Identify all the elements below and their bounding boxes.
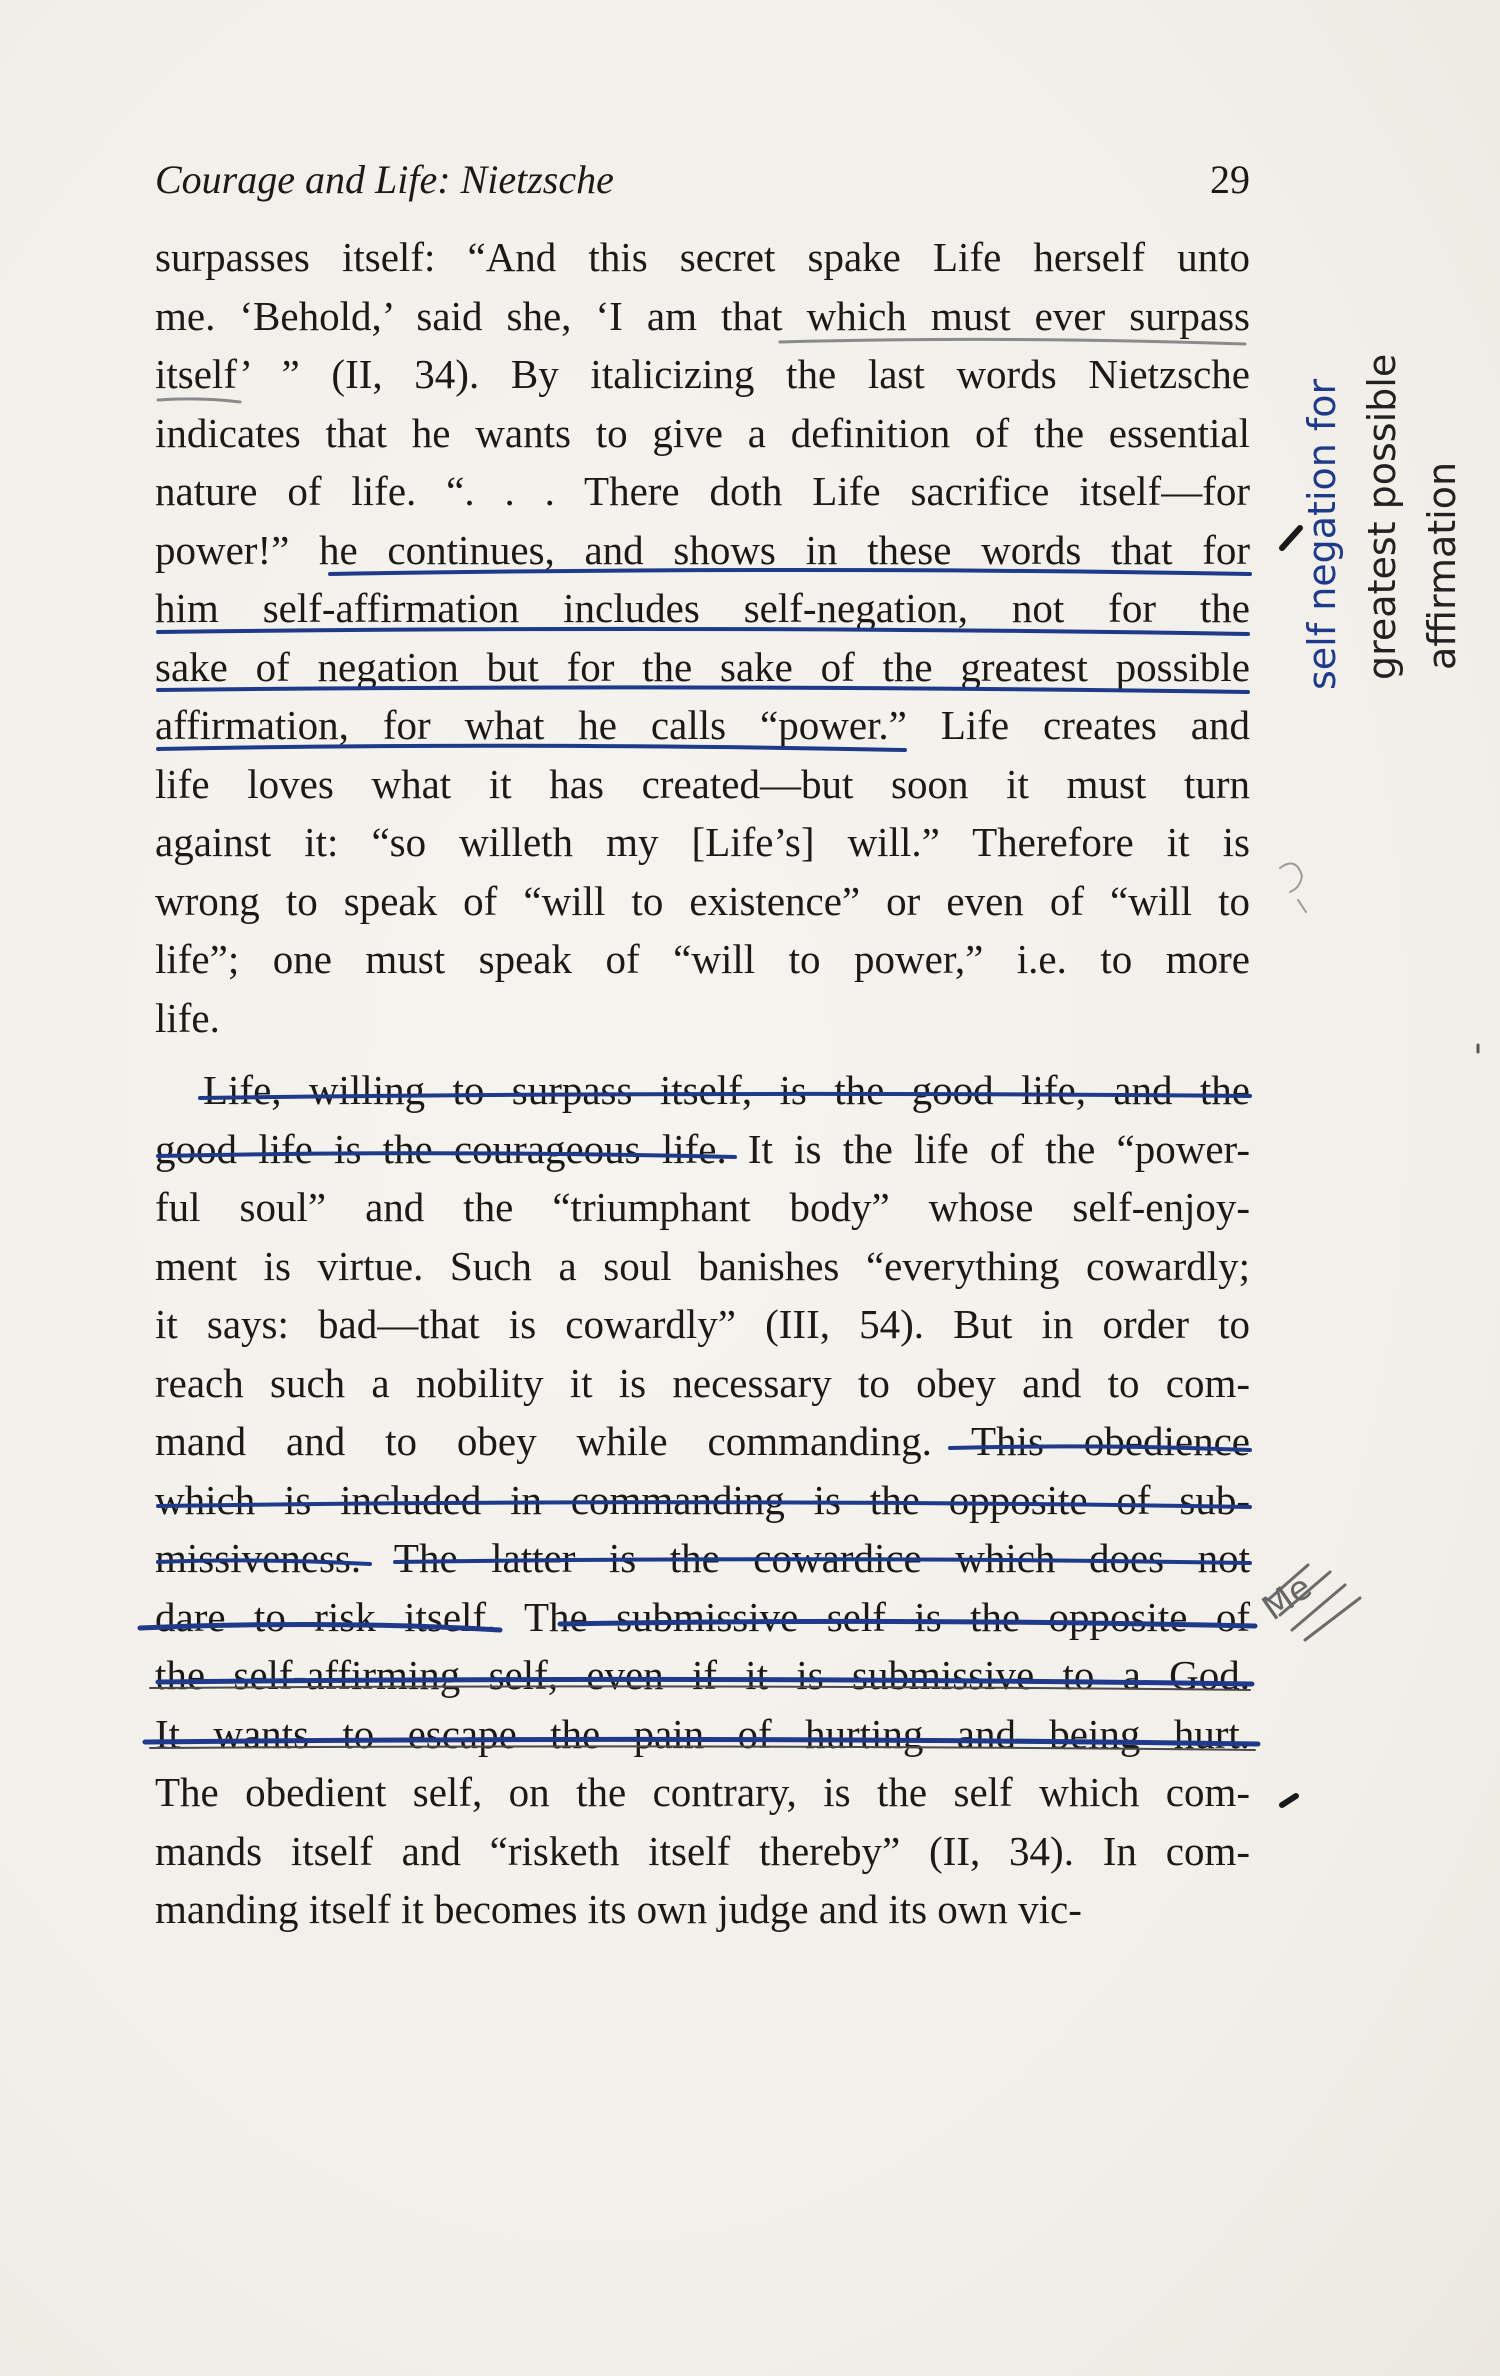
text-line: itself’ ” (II, 34). By italicizing the last words Nietzsche	[155, 351, 1250, 397]
text-line: It wants to escape the pain of hurting and being hurt.	[155, 1710, 1250, 1757]
handwritten-note-graphic	[1275, 180, 1495, 700]
text-line: it says: bad—that is cowardly” (III, 54). But in order to	[155, 1301, 1250, 1347]
text-line: him self-affirmation includes self-negation, not for the	[155, 585, 1250, 631]
chapter-title: Courage and Life: Nietzsche	[155, 157, 614, 202]
text-line: reach such a nobility it is necessary to obey and to com-	[155, 1359, 1250, 1406]
text-line: dare to risk itself. The submissive self is the opposite of	[155, 1593, 1250, 1640]
running-head	[155, 150, 1250, 210]
text-line: life.	[155, 994, 220, 1041]
margin-mark-me: Me	[1255, 1567, 1320, 1629]
text-line: missiveness. The latter is the cowardice which does not	[155, 1535, 1250, 1581]
text-line: against it: “so willeth my [Life’s] will.” Therefore it is	[155, 819, 1250, 865]
text-line: manding itself it becomes its own judge and its own vic-	[155, 1886, 1082, 1932]
margin-note-line: greatest possible	[1360, 353, 1404, 680]
text-line: life”; one must speak of “will to power,” i.e. to more	[155, 936, 1250, 982]
text-line: sake of negation but for the sake of the greatest possible	[155, 643, 1250, 690]
text-line: the self-affirming self, even if it is submissive to a God.	[155, 1652, 1250, 1698]
page-number: 29	[1210, 157, 1250, 202]
text-line: Life, willing to surpass itself, is the good life, and the	[203, 1067, 1250, 1113]
text-line: surpasses itself: “And this secret spake Life herself unto	[155, 234, 1250, 280]
text-line: good life is the courageous life. It is the life of the “power-	[155, 1125, 1250, 1172]
text-line: life loves what it has created—but soon it must turn	[155, 760, 1250, 807]
text-line: ment is virtue. Such a soul banishes “everything cowardly;	[155, 1242, 1250, 1289]
text-line: power!” he continues, and shows in these words that for	[155, 526, 1250, 573]
text-line: ful soul” and the “triumphant body” whose self-enjoy-	[155, 1184, 1250, 1230]
text-line: nature of life. “. . . There doth Life sacrifice itself—for	[155, 468, 1250, 514]
margin-note-line: affirmation	[1420, 461, 1464, 670]
text-line: affirmation, for what he calls “power.” Life creates and	[155, 702, 1250, 748]
margin-note	[1275, 180, 1495, 700]
text-line: which is included in commanding is the opposite of sub-	[155, 1476, 1250, 1523]
text-line: The obedient self, on the contrary, is the self which com-	[155, 1769, 1250, 1815]
body-text	[155, 228, 1250, 1939]
text-line: mand and to obey while commanding. This obedience	[155, 1418, 1250, 1464]
text-line: mands itself and “risketh itself thereby” (II, 34). In com-	[155, 1827, 1250, 1874]
text-line: me. ‘Behold,’ said she, ‘I am that which must ever surpass	[155, 292, 1250, 339]
text-line: indicates that he wants to give a definition of the essential	[155, 409, 1250, 456]
text-line: wrong to speak of “will to existence” or even of “will to	[155, 877, 1250, 924]
margin-note-line: self negation for	[1300, 378, 1344, 690]
